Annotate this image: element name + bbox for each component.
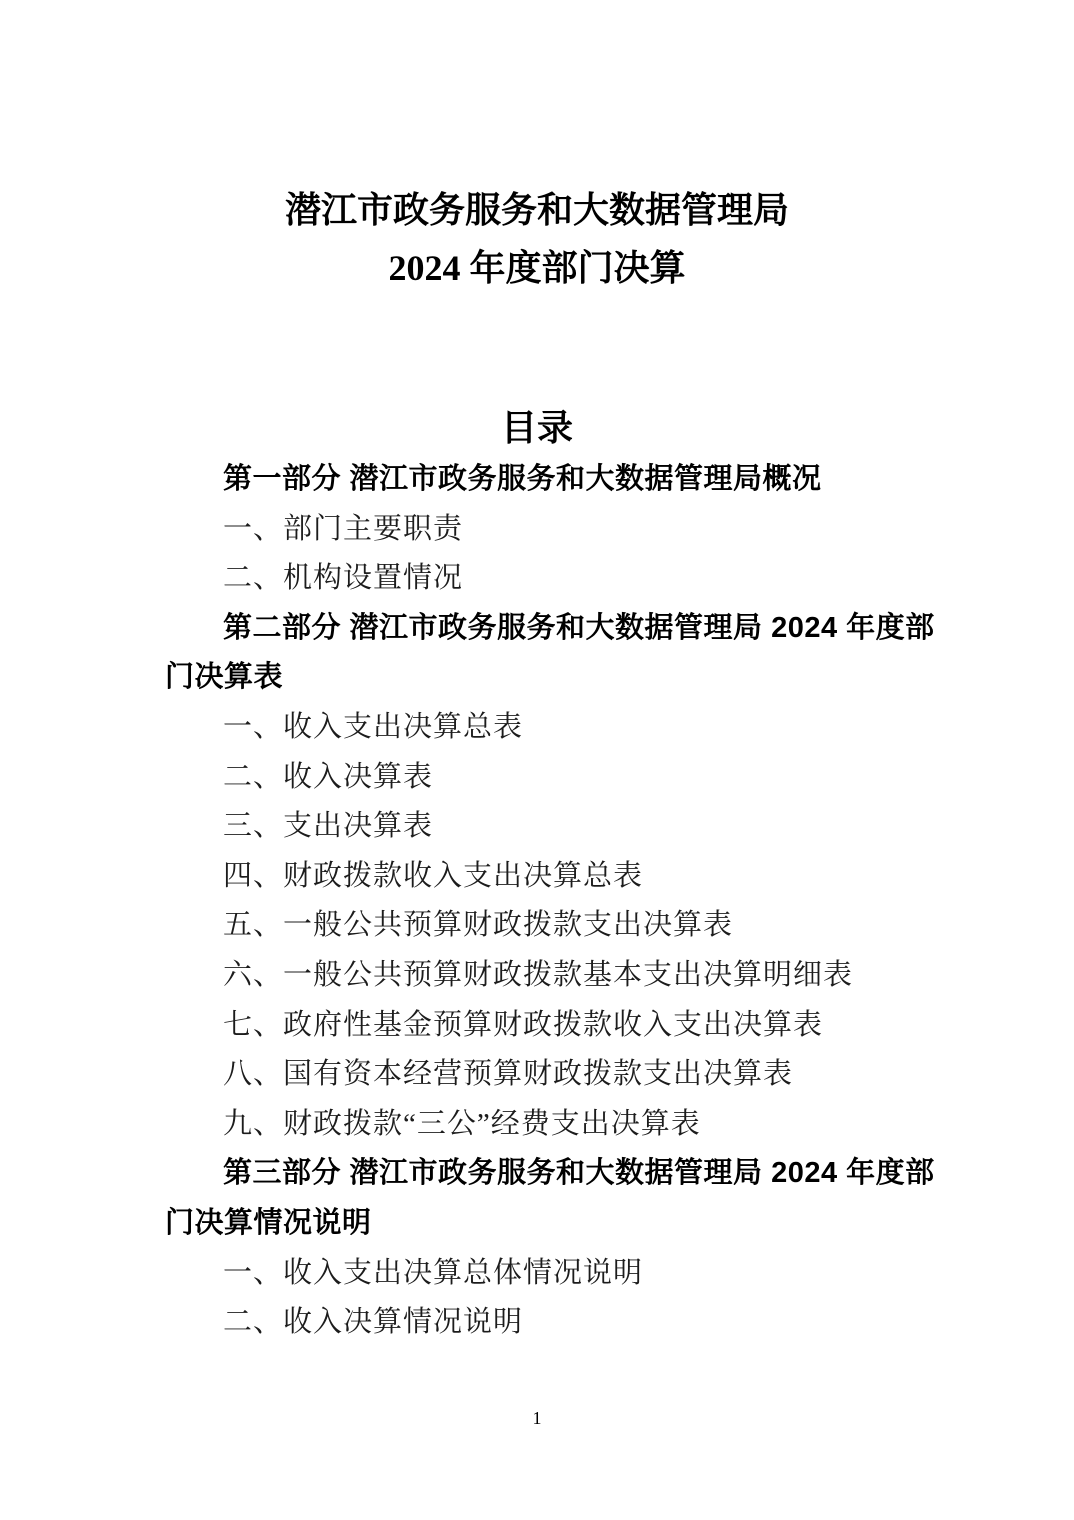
toc-entry: 一、收入支出决算总体情况说明 <box>223 1256 644 1289</box>
toc-heading: 目录 <box>500 408 573 448</box>
toc-entry: 七、政府性基金预算财政拨款收入支出决算表 <box>223 1008 824 1041</box>
toc-entry: 六、一般公共预算财政拨款基本支出决算明细表 <box>223 958 854 991</box>
toc-entry: 四、财政拨款收入支出决算总表 <box>223 859 644 892</box>
toc-entry: 二、收入决算情况说明 <box>223 1306 524 1339</box>
toc-entry: 三、支出决算表 <box>223 810 434 843</box>
toc-entry: 一、部门主要职责 <box>223 512 464 545</box>
toc-entry: 九、财政拨款“三公”经费支出决算表 <box>223 1107 701 1140</box>
toc-entry: 二、收入决算表 <box>223 760 434 793</box>
toc-entry: 二、机构设置情况 <box>223 562 464 595</box>
toc-section-heading: 第二部分 潜江市政务服务和大数据管理局 2024 年度部 <box>223 611 935 644</box>
toc-section-heading-continued: 门决算表 <box>165 661 284 694</box>
document-title-line2: 2024 年度部门决算 <box>388 248 686 288</box>
document-title <box>0 0 1074 297</box>
toc-section-heading-continued: 门决算情况说明 <box>165 1206 372 1239</box>
toc-section-heading: 第一部分 潜江市政务服务和大数据管理局概况 <box>223 463 822 495</box>
toc-entry: 五、一般公共预算财政拨款支出决算表 <box>223 909 734 942</box>
toc-list <box>0 453 1074 1348</box>
toc-entry: 八、国有资本经营预算财政拨款支出决算表 <box>223 1058 794 1091</box>
page-number: 1 <box>532 1408 542 1428</box>
document-title-line1: 潜江市政务服务和大数据管理局 <box>284 190 789 230</box>
toc-entry: 一、收入支出决算总表 <box>223 710 524 743</box>
toc-section-heading: 第三部分 潜江市政务服务和大数据管理局 2024 年度部 <box>223 1157 935 1190</box>
